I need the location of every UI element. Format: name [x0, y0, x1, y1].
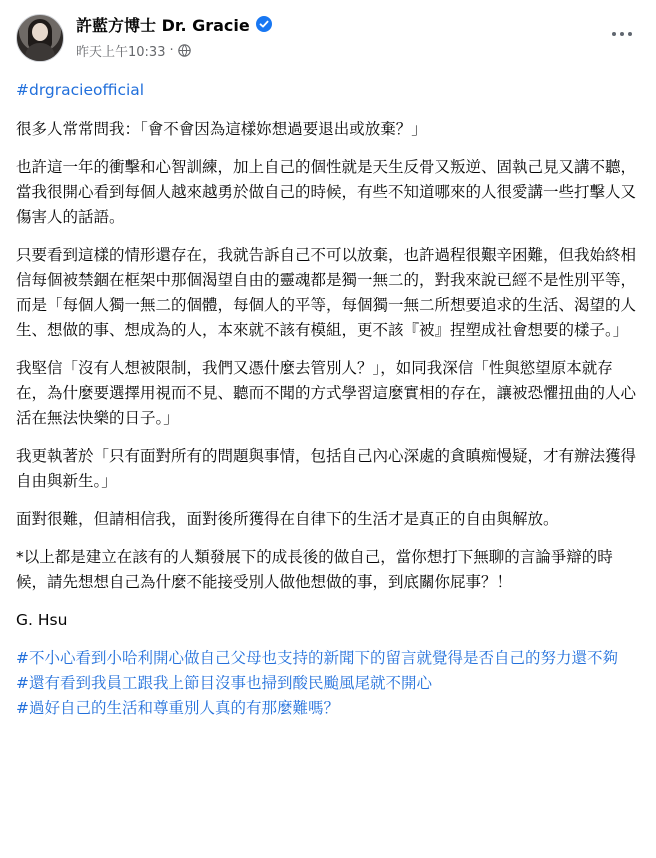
author-name[interactable]: 許藍方博士 Dr. Gracie — [76, 15, 250, 35]
post-paragraph: 我更執著於「只有面對所有的問題與事情，包括自己內心深處的貪瞋痴慢疑，才有辦法獲得自由與新生。」 — [16, 447, 637, 490]
meta-separator: · — [169, 42, 174, 58]
hashtag-link[interactable]: #不小心看到小哈利開心做自己父母也支持的新聞下的留言就覺得是否自己的努力還不夠 — [16, 649, 618, 667]
author-avatar[interactable] — [16, 14, 64, 62]
post-meta — [76, 40, 191, 60]
post-timestamp[interactable]: 昨天上午10:33 — [76, 44, 166, 60]
post-paragraph: 我堅信「沒有人想被限制，我們又憑什麼去管別人？」，如同我深信「性與慾望原本就存在，為什麼要選擇用視而不見、聽而不聞的方式學習這麼實相的存在，讓被恐懼扭曲的人心活在無法快樂的日子。」 — [16, 359, 637, 427]
more-options-button[interactable] — [604, 16, 640, 52]
more-options-icon — [620, 32, 624, 36]
more-options-icon — [628, 32, 632, 36]
hashtag-list — [16, 646, 640, 721]
post-paragraph: 也許這一年的衝擊和心智訓練，加上自己的個性就是天生反骨又叛逆、固執己見又講不聽，當我很開心看到每個人越來越勇於做自己的時候，有些不知道哪來的人很愛講一些打擊人又傷害人的話語。 — [16, 158, 637, 226]
post-paragraph: 很多人常常問我：「會不會因為這樣妳想過要退出或放棄？」 — [16, 120, 427, 138]
hashtag-link[interactable]: #還有看到我員工跟我上節目沒事也掃到酸民颱風尾就不開心 — [16, 674, 432, 692]
globe-icon[interactable] — [178, 44, 191, 57]
more-options-icon — [612, 32, 616, 36]
hashtag-link[interactable]: #drgracieofficial — [16, 81, 145, 99]
post-paragraph: 只要看到這樣的情形還存在，我就告訴自己不可以放棄，也許過程很艱辛困難，但我始終相信每個被禁錮在框架中那個渴望自由的靈魂都是獨一無二的，對我來說已經不是性別平等，而是「每個人獨一無二的個體，每個人的平等，每個獨一無二所想要追求的生活、渴望的人生、想做的事、想成為的人，本來就不該有模組，更不該『被』捏塑成社會想要的樣子。」 — [16, 246, 637, 339]
post-header — [16, 10, 640, 66]
verified-badge-icon — [256, 16, 272, 32]
post-body — [16, 78, 640, 721]
post-paragraph: *以上都是建立在該有的人類發展下的成長後的做自己，當你想打下無聊的言論爭辯的時候，請先想想自己為什麼不能接受別人做他想做的事，到底關你屁事？！ — [16, 548, 613, 591]
author-name-row — [76, 12, 272, 36]
avatar-face-shape — [32, 23, 48, 41]
post-signature: G. Hsu — [16, 611, 68, 629]
post-paragraph: 面對很難，但請相信我，面對後所獲得在自律下的生活才是真正的自由與解放。 — [16, 510, 559, 528]
avatar-body-shape — [25, 43, 55, 62]
hashtag-link[interactable]: #過好自己的生活和尊重別人真的有那麼難嗎？ — [16, 699, 339, 717]
